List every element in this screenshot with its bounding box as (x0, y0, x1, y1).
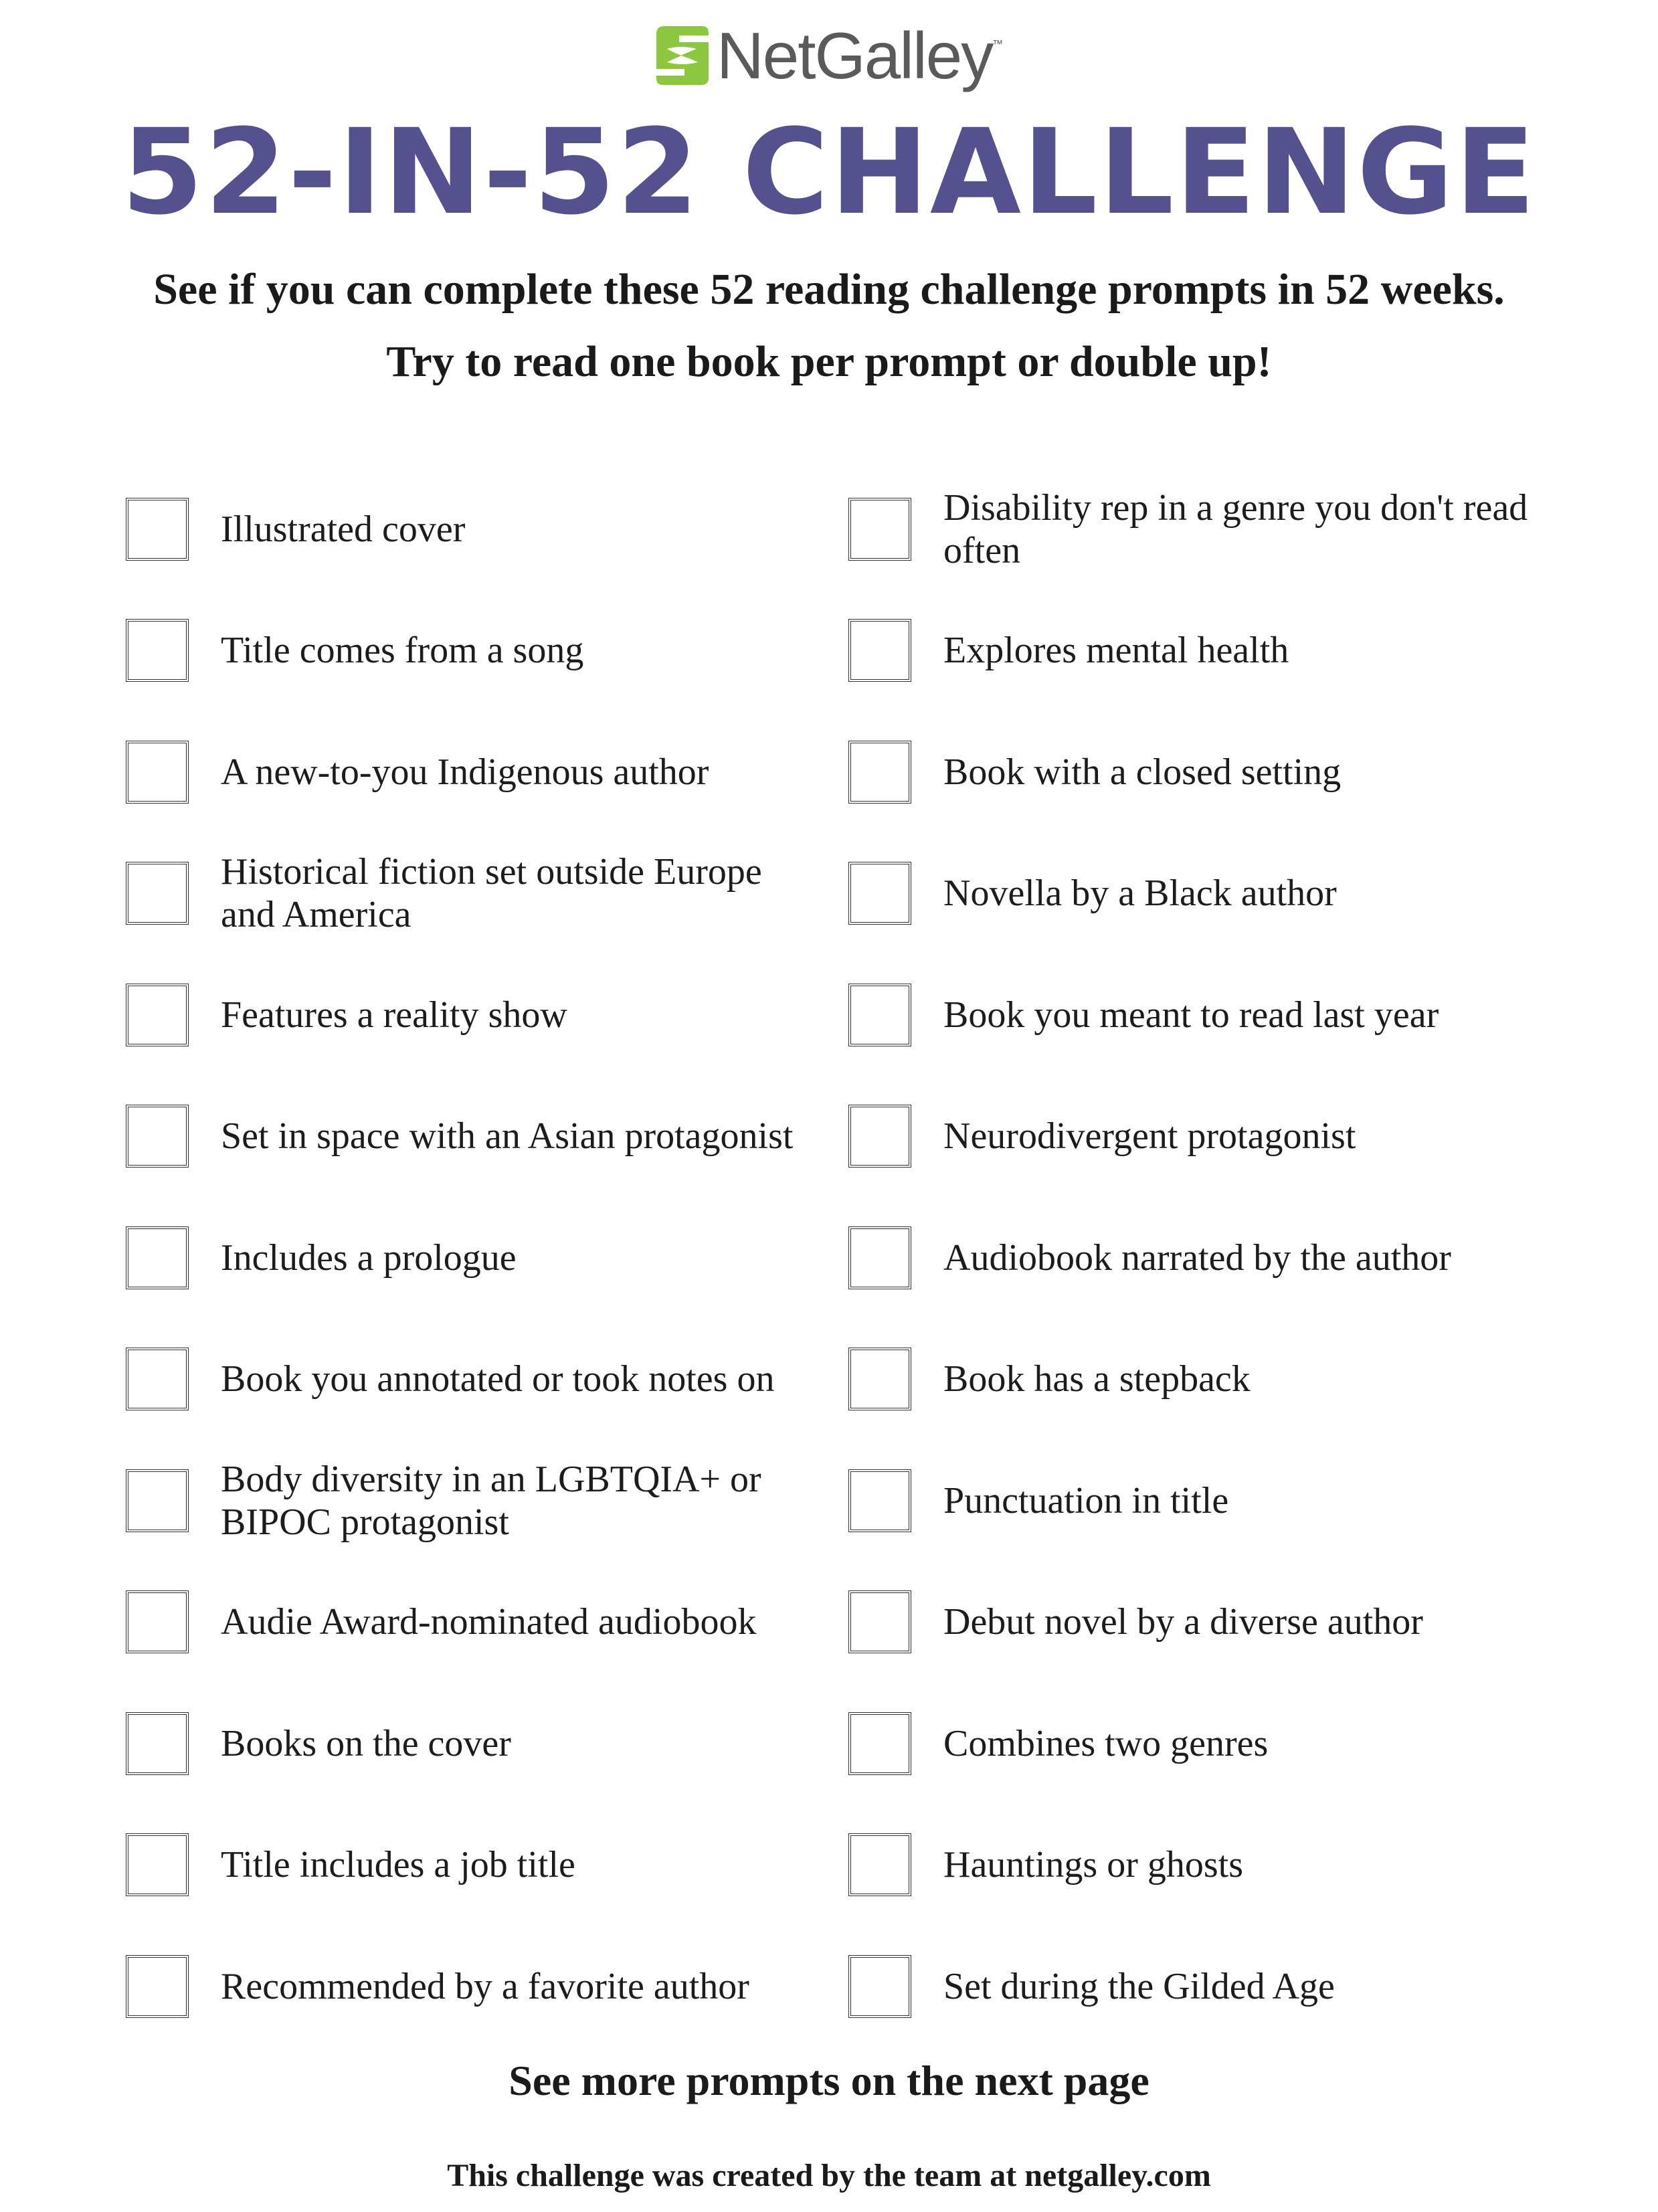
checkbox[interactable] (126, 1833, 189, 1896)
checklist-item[interactable] (126, 1197, 848, 1319)
checkbox[interactable] (848, 1105, 911, 1168)
checklist-item-label: Historical fiction set outside Europe and America (221, 851, 762, 936)
checkbox[interactable] (848, 619, 911, 682)
checkbox[interactable] (126, 1226, 189, 1289)
checkbox[interactable] (126, 984, 189, 1046)
checkbox[interactable] (126, 498, 189, 561)
checklist-item[interactable] (848, 1683, 1571, 1805)
checklist-item-label: Book you meant to read last year (943, 994, 1439, 1036)
checkbox[interactable] (126, 741, 189, 804)
checklist-item-label: Book with a closed setting (943, 751, 1342, 793)
checklist-item[interactable] (848, 1805, 1571, 1926)
checklist-item-label: Explores mental health (943, 630, 1289, 672)
checkbox[interactable] (848, 1590, 911, 1653)
checklist-item-label: Book you annotated or took notes on (221, 1358, 775, 1400)
checklist-item-label: Debut novel by a diverse author (943, 1601, 1423, 1643)
checklist-item[interactable] (848, 468, 1571, 590)
checklist-item[interactable] (126, 1562, 848, 1683)
checkbox[interactable] (848, 1712, 911, 1775)
checkbox[interactable] (848, 1348, 911, 1410)
checklist-item[interactable] (126, 1805, 848, 1926)
checkbox[interactable] (126, 862, 189, 925)
credit-line: This challenge was created by the team at netgalley.com (447, 2158, 1211, 2193)
checklist-item[interactable] (848, 1076, 1571, 1198)
checkbox[interactable] (848, 1955, 911, 2018)
checkbox[interactable] (126, 1955, 189, 2018)
checkbox[interactable] (848, 1469, 911, 1532)
checkbox[interactable] (848, 1833, 911, 1896)
checkbox[interactable] (848, 984, 911, 1046)
checklist-item-label: Punctuation in title (943, 1479, 1229, 1522)
challenge-checklist (126, 468, 1571, 2047)
checklist-item-label: A new-to-you Indigenous author (221, 751, 709, 793)
checkbox[interactable] (126, 1712, 189, 1775)
trademark-symbol: ™ (992, 39, 1004, 50)
checkbox[interactable] (848, 862, 911, 925)
next-page-note: See more prompts on the next page (509, 2057, 1149, 2104)
subtitle-line-2: Try to read one book per prompt or double up! (386, 337, 1272, 386)
checklist-item[interactable] (126, 1440, 848, 1562)
checkbox[interactable] (126, 1348, 189, 1410)
checklist-item-label: Includes a prologue (221, 1236, 517, 1279)
checklist-item[interactable] (848, 954, 1571, 1076)
checklist-item[interactable] (848, 1319, 1571, 1441)
checklist-item[interactable] (126, 468, 848, 590)
checklist-item[interactable] (848, 590, 1571, 712)
checklist-item[interactable] (126, 1683, 848, 1805)
checklist-item[interactable] (126, 590, 848, 712)
checkbox[interactable] (126, 1469, 189, 1532)
checklist-item[interactable] (126, 833, 848, 955)
netgalley-logo-icon (652, 22, 711, 89)
checklist-item-label: Set in space with an Asian protagonist (221, 1115, 794, 1158)
checklist-item[interactable] (848, 833, 1571, 955)
checklist-item-label: Title comes from a song (221, 630, 584, 672)
checklist-item[interactable] (126, 711, 848, 833)
checkbox[interactable] (126, 1590, 189, 1653)
checklist-item[interactable] (848, 1562, 1571, 1683)
page-title: 52-IN-52 CHALLENGE (121, 104, 1537, 241)
checklist-item-label: Novella by a Black author (943, 872, 1337, 915)
checkbox[interactable] (126, 1105, 189, 1168)
checklist-item[interactable] (848, 711, 1571, 833)
checklist-item-label: Neurodivergent protagonist (943, 1115, 1356, 1158)
checklist-item-label: Title includes a job title (221, 1844, 575, 1886)
checklist-item-label: Book has a stepback (943, 1358, 1251, 1400)
subtitle-line-1: See if you can complete these 52 reading challenge prompts in 52 weeks. (153, 265, 1505, 314)
checklist-item-label: Books on the cover (221, 1722, 511, 1764)
checkbox[interactable] (126, 619, 189, 682)
checklist-item-label: Combines two genres (943, 1722, 1269, 1764)
checklist-item-label: Illustrated cover (221, 508, 466, 550)
checklist-item-label: Body diversity in an LGBTQIA+ or BIPOC protagonist (221, 1458, 761, 1543)
checklist-item[interactable] (848, 1926, 1571, 2047)
checkbox[interactable] (848, 741, 911, 804)
checkbox[interactable] (848, 1226, 911, 1289)
checklist-item-label: Set during the Gilded Age (943, 1965, 1335, 2007)
netgalley-logo (652, 19, 1003, 92)
checklist-item-label: Features a reality show (221, 994, 567, 1036)
checklist-item[interactable] (126, 1319, 848, 1441)
checklist-item-label: Audie Award-nominated audiobook (221, 1601, 757, 1643)
brand-name: NetGalley (717, 19, 993, 92)
checkbox[interactable] (848, 498, 911, 561)
checklist-item[interactable] (848, 1440, 1571, 1562)
checklist-item-label: Disability rep in a genre you don't read often (943, 486, 1528, 571)
checklist-item[interactable] (126, 1076, 848, 1198)
checklist-item[interactable] (126, 954, 848, 1076)
checklist-item[interactable] (848, 1197, 1571, 1319)
checklist-item-label: Hauntings or ghosts (943, 1844, 1243, 1886)
checklist-item-label: Recommended by a favorite author (221, 1965, 749, 2007)
checklist-item-label: Audiobook narrated by the author (943, 1236, 1451, 1279)
checklist-item[interactable] (126, 1926, 848, 2047)
